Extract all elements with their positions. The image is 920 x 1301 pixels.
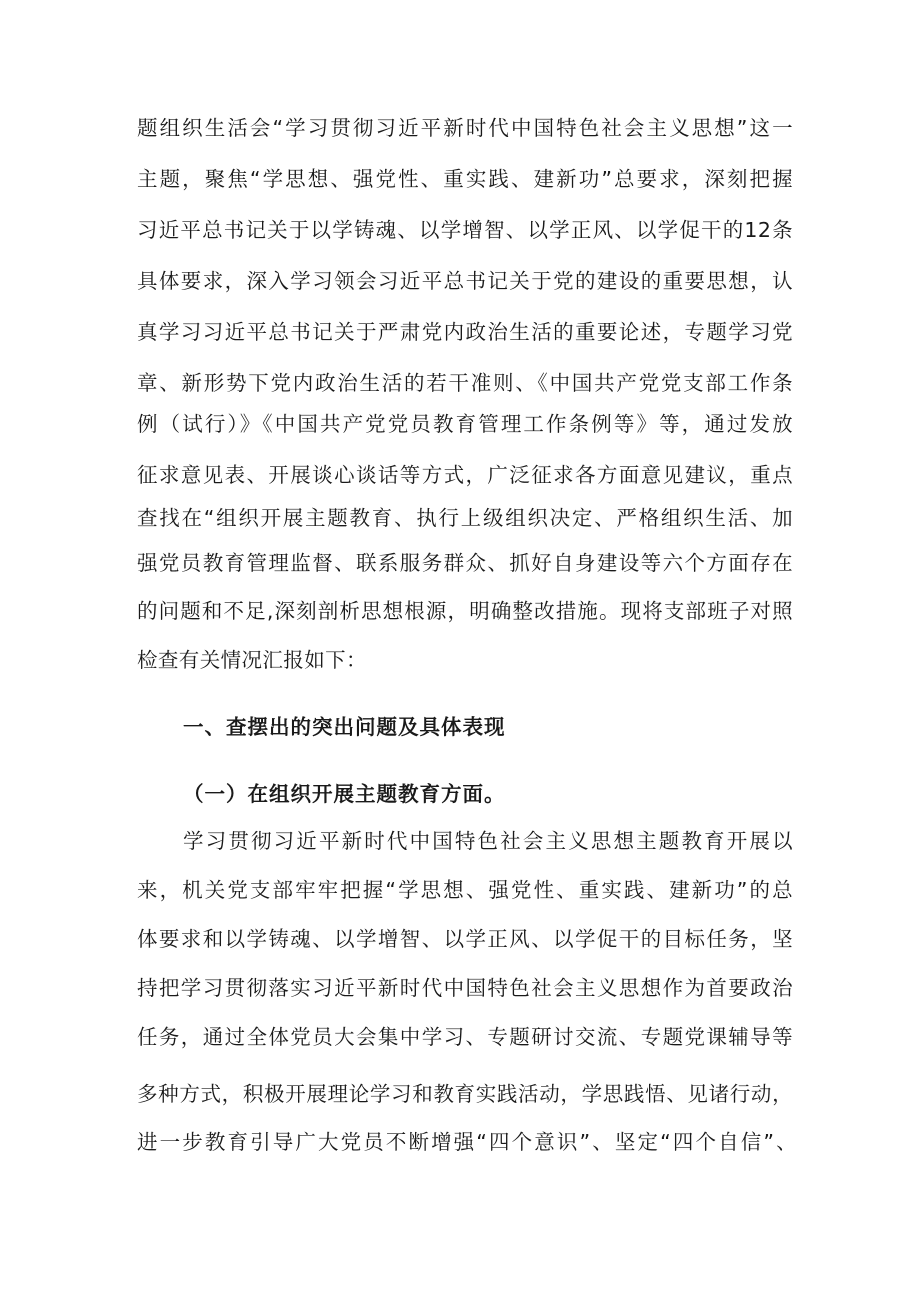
intro-line: 强党员教育管理监督、联系服务群众、抓好自身建设等六个方面存在 [137, 551, 793, 575]
intro-line: 具体要求，深入学习领会习近平总书记关于党的建设的重要思想，认 [137, 269, 793, 293]
body-line: 多种方式，积极开展理论学习和教育实践活动，学思践悟、见诸行动， [137, 1082, 793, 1106]
intro-line: 题组织生活会“学习贯彻习近平新时代中国特色社会主义思想”这一 [137, 116, 793, 140]
body-line: 持把学习贯彻落实习近平新时代中国特色社会主义思想作为首要政治 [137, 976, 793, 1000]
intro-line: 检查有关情况汇报如下： [137, 648, 367, 672]
intro-line: 主题，聚焦“学思想、强党性、重实践、建新功”总要求，深刻把握 [137, 167, 793, 191]
intro-line: 章、新形势下党内政治生活的若干准则、《中国共产党党支部工作条 [137, 371, 793, 395]
body-line: 体要求和以学铸魂、以学增智、以学正风、以学促干的目标任务，坚 [137, 927, 793, 951]
intro-line: 征求意见表、开展谈心谈话等方式，广泛征求各方面意见建议，重点 [137, 463, 793, 487]
body-line: 进一步教育引导广大党员不断增强“四个意识”、坚定“四个自信”、 [137, 1130, 797, 1154]
body-line: 任务，通过全体党员大会集中学习、专题研讨交流、专题党课辅导等 [137, 1025, 793, 1049]
intro-line: 真学习习近平总书记关于严肃党内政治生活的重要论述，专题学习党 [137, 320, 793, 344]
subsection-heading: （一）在组织开展主题教育方面。 [183, 782, 506, 806]
intro-line: 例（试行）》《中国共产党党员教育管理工作条例等》等，通过发放 [137, 412, 793, 436]
intro-line: 习近平总书记关于以学铸魂、以学增智、以学正风、以学促干的12条 [137, 218, 793, 242]
intro-line: 查找在“组织开展主题教育、执行上级组织决定、严格组织生活、加 [137, 506, 793, 530]
section-heading: 一、查摆出的突出问题及具体表现 [183, 715, 506, 739]
body-line: 学习贯彻习近平新时代中国特色社会主义思想主题教育开展以 [183, 829, 793, 853]
body-line: 来，机关党支部牢牢把握“学思想、强党性、重实践、建新功”的总 [137, 878, 793, 902]
intro-line: 的问题和不足,深刻剖析思想根源，明确整改措施。现将支部班子对照 [137, 599, 793, 623]
